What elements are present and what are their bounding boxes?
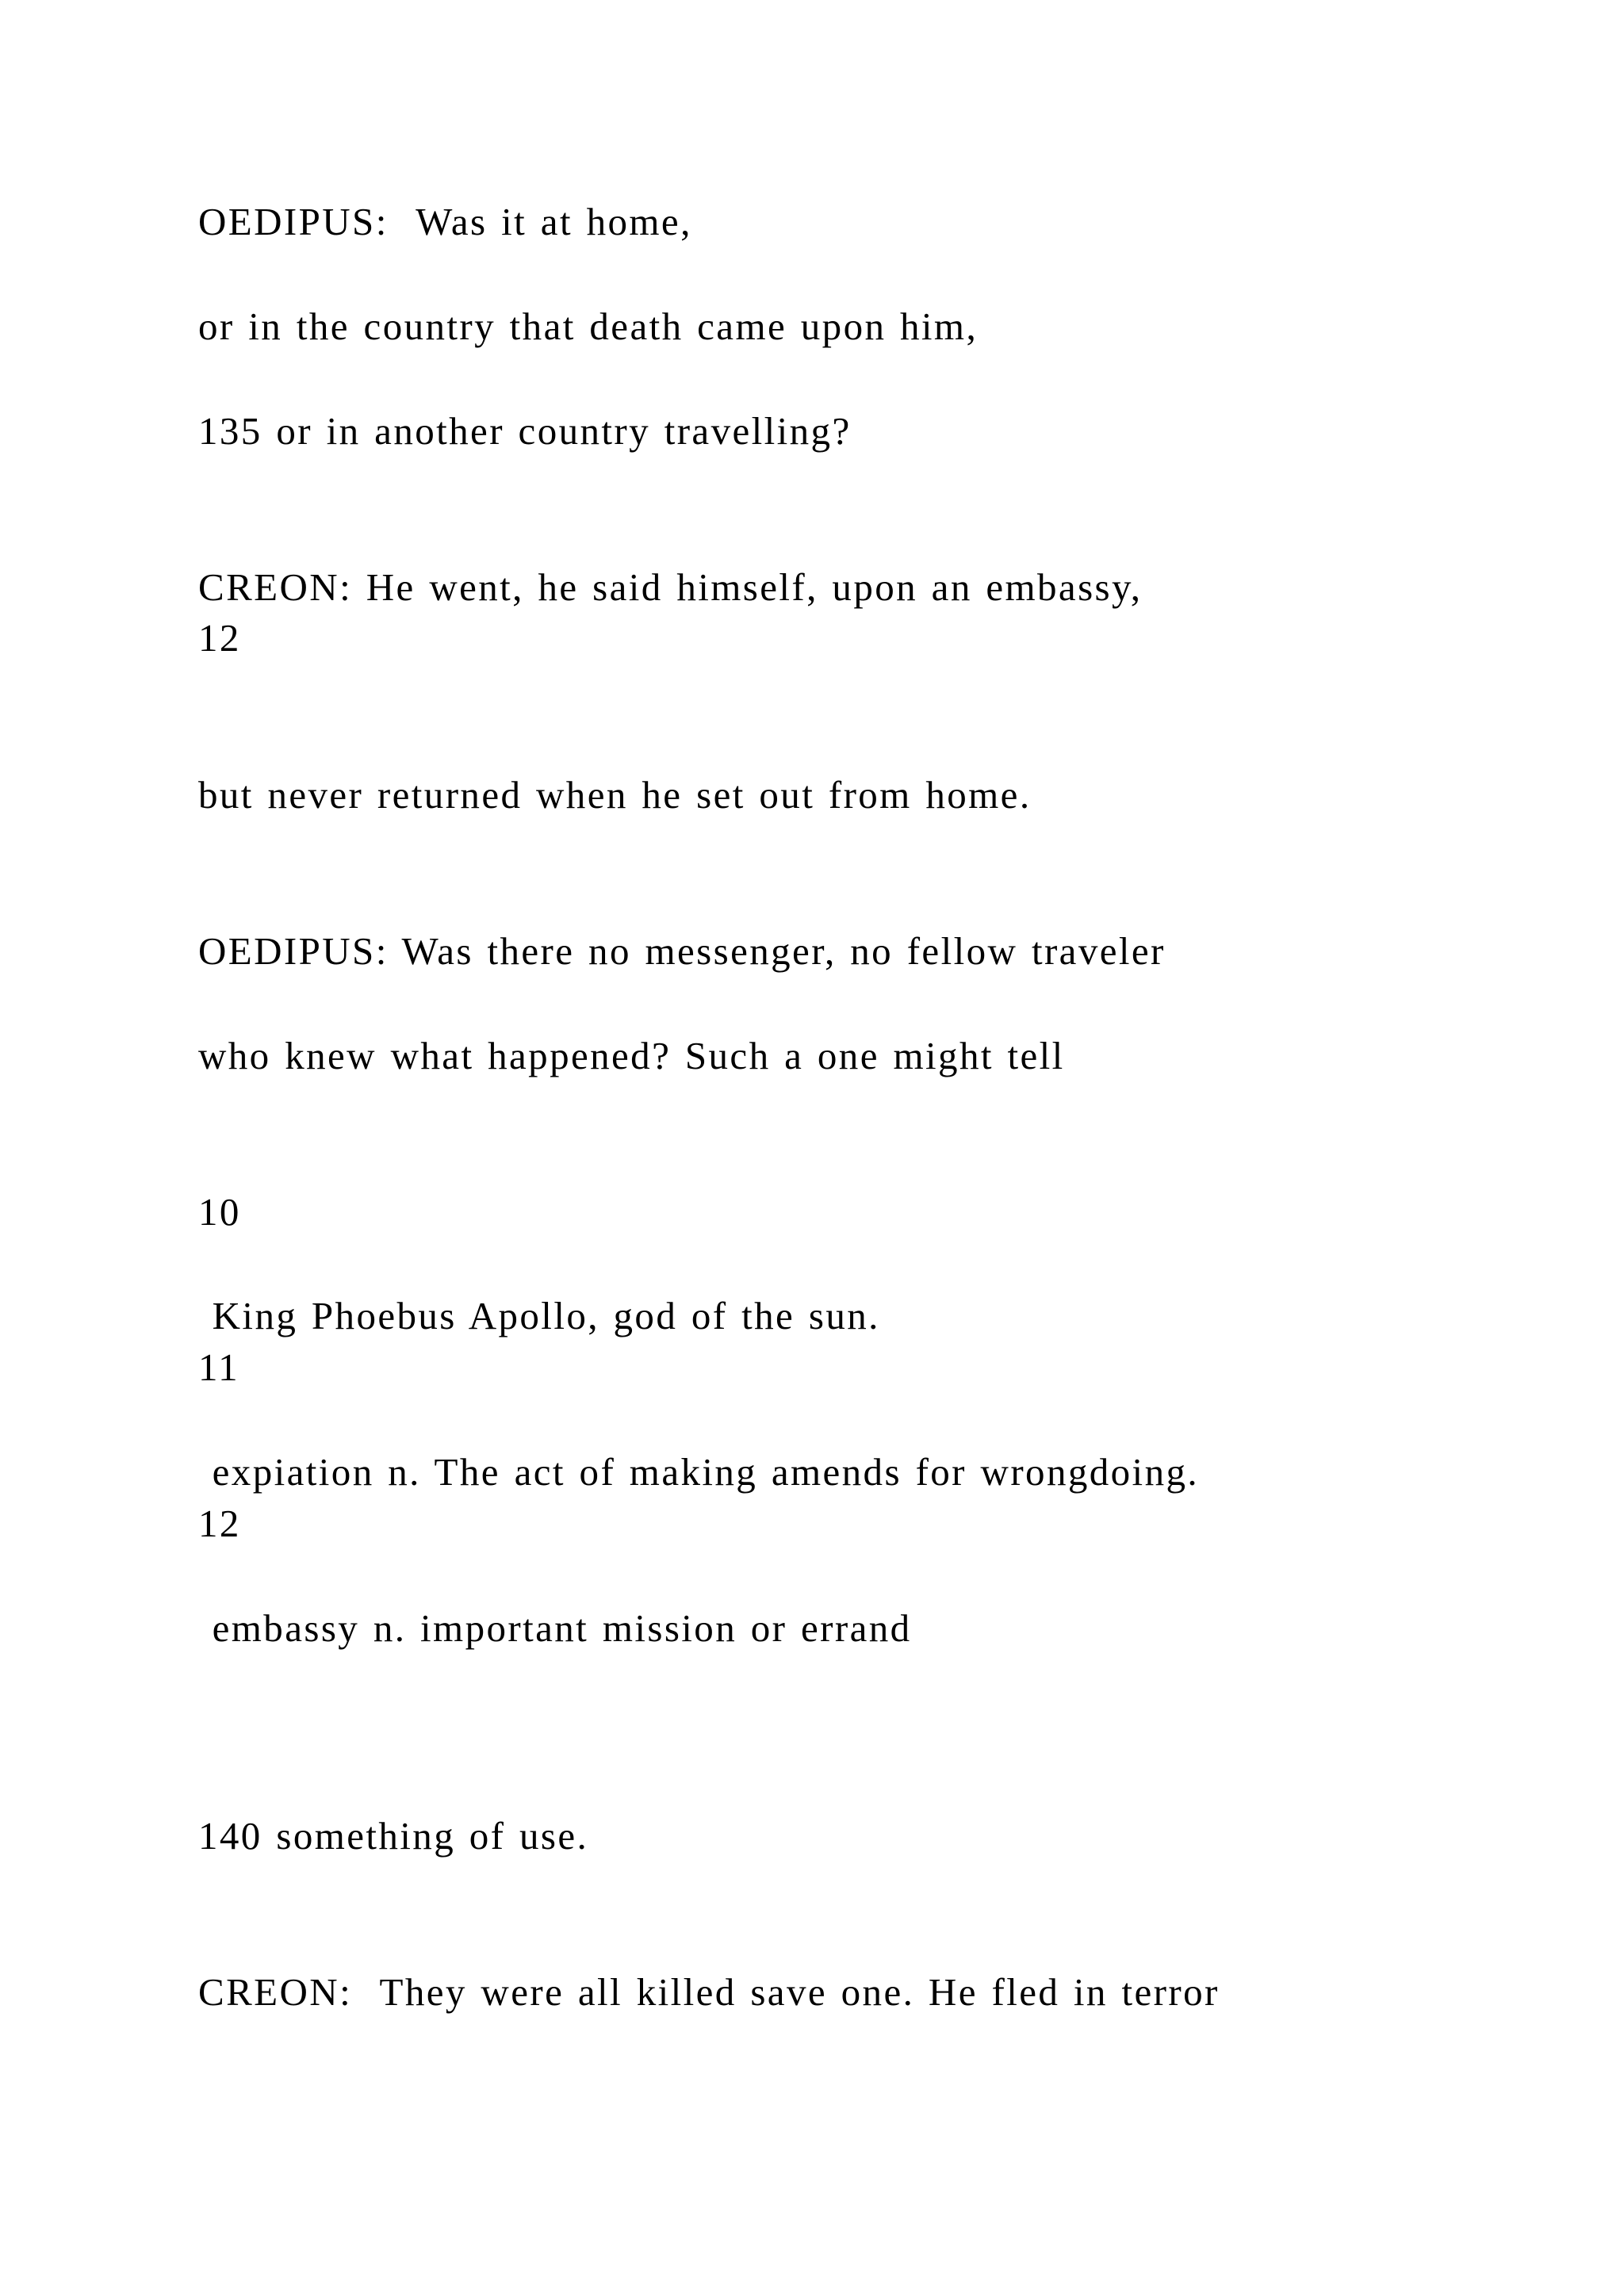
footnote-number-11: 11 — [198, 1345, 239, 1389]
text-line-oedipus-home: OEDIPUS: Was it at home, — [198, 200, 692, 243]
text-line-country-death: or in the country that death came upon him, — [198, 304, 979, 348]
text-line-oedipus-messenger: OEDIPUS: Was there no messenger, no fellow traveler — [198, 929, 1166, 973]
footnote-text-embassy: embassy n. important mission or errand — [198, 1606, 912, 1650]
text-line-135-travelling: 135 or in another country travelling? — [198, 409, 852, 453]
footnote-marker-12: 12 — [198, 616, 241, 660]
footnote-text-expiation: expiation n. The act of making amends for wrongdoing. — [198, 1450, 1200, 1494]
footnote-text-phoebus: King Phoebus Apollo, god of the sun. — [198, 1294, 880, 1337]
text-line-creon-embassy: CREON: He went, he said himself, upon an embassy, — [198, 565, 1143, 609]
text-line-creon-killed: CREON: They were all killed save one. He fled in terror — [198, 1970, 1220, 2014]
text-line-never-returned: but never returned when he set out from home. — [198, 773, 1032, 817]
text-line-140-something: 140 something of use. — [198, 1814, 589, 1858]
footnote-number-10: 10 — [198, 1190, 241, 1234]
text-line-who-knew: who knew what happened? Such a one might tell — [198, 1034, 1065, 1077]
footnote-number-12: 12 — [198, 1502, 241, 1545]
